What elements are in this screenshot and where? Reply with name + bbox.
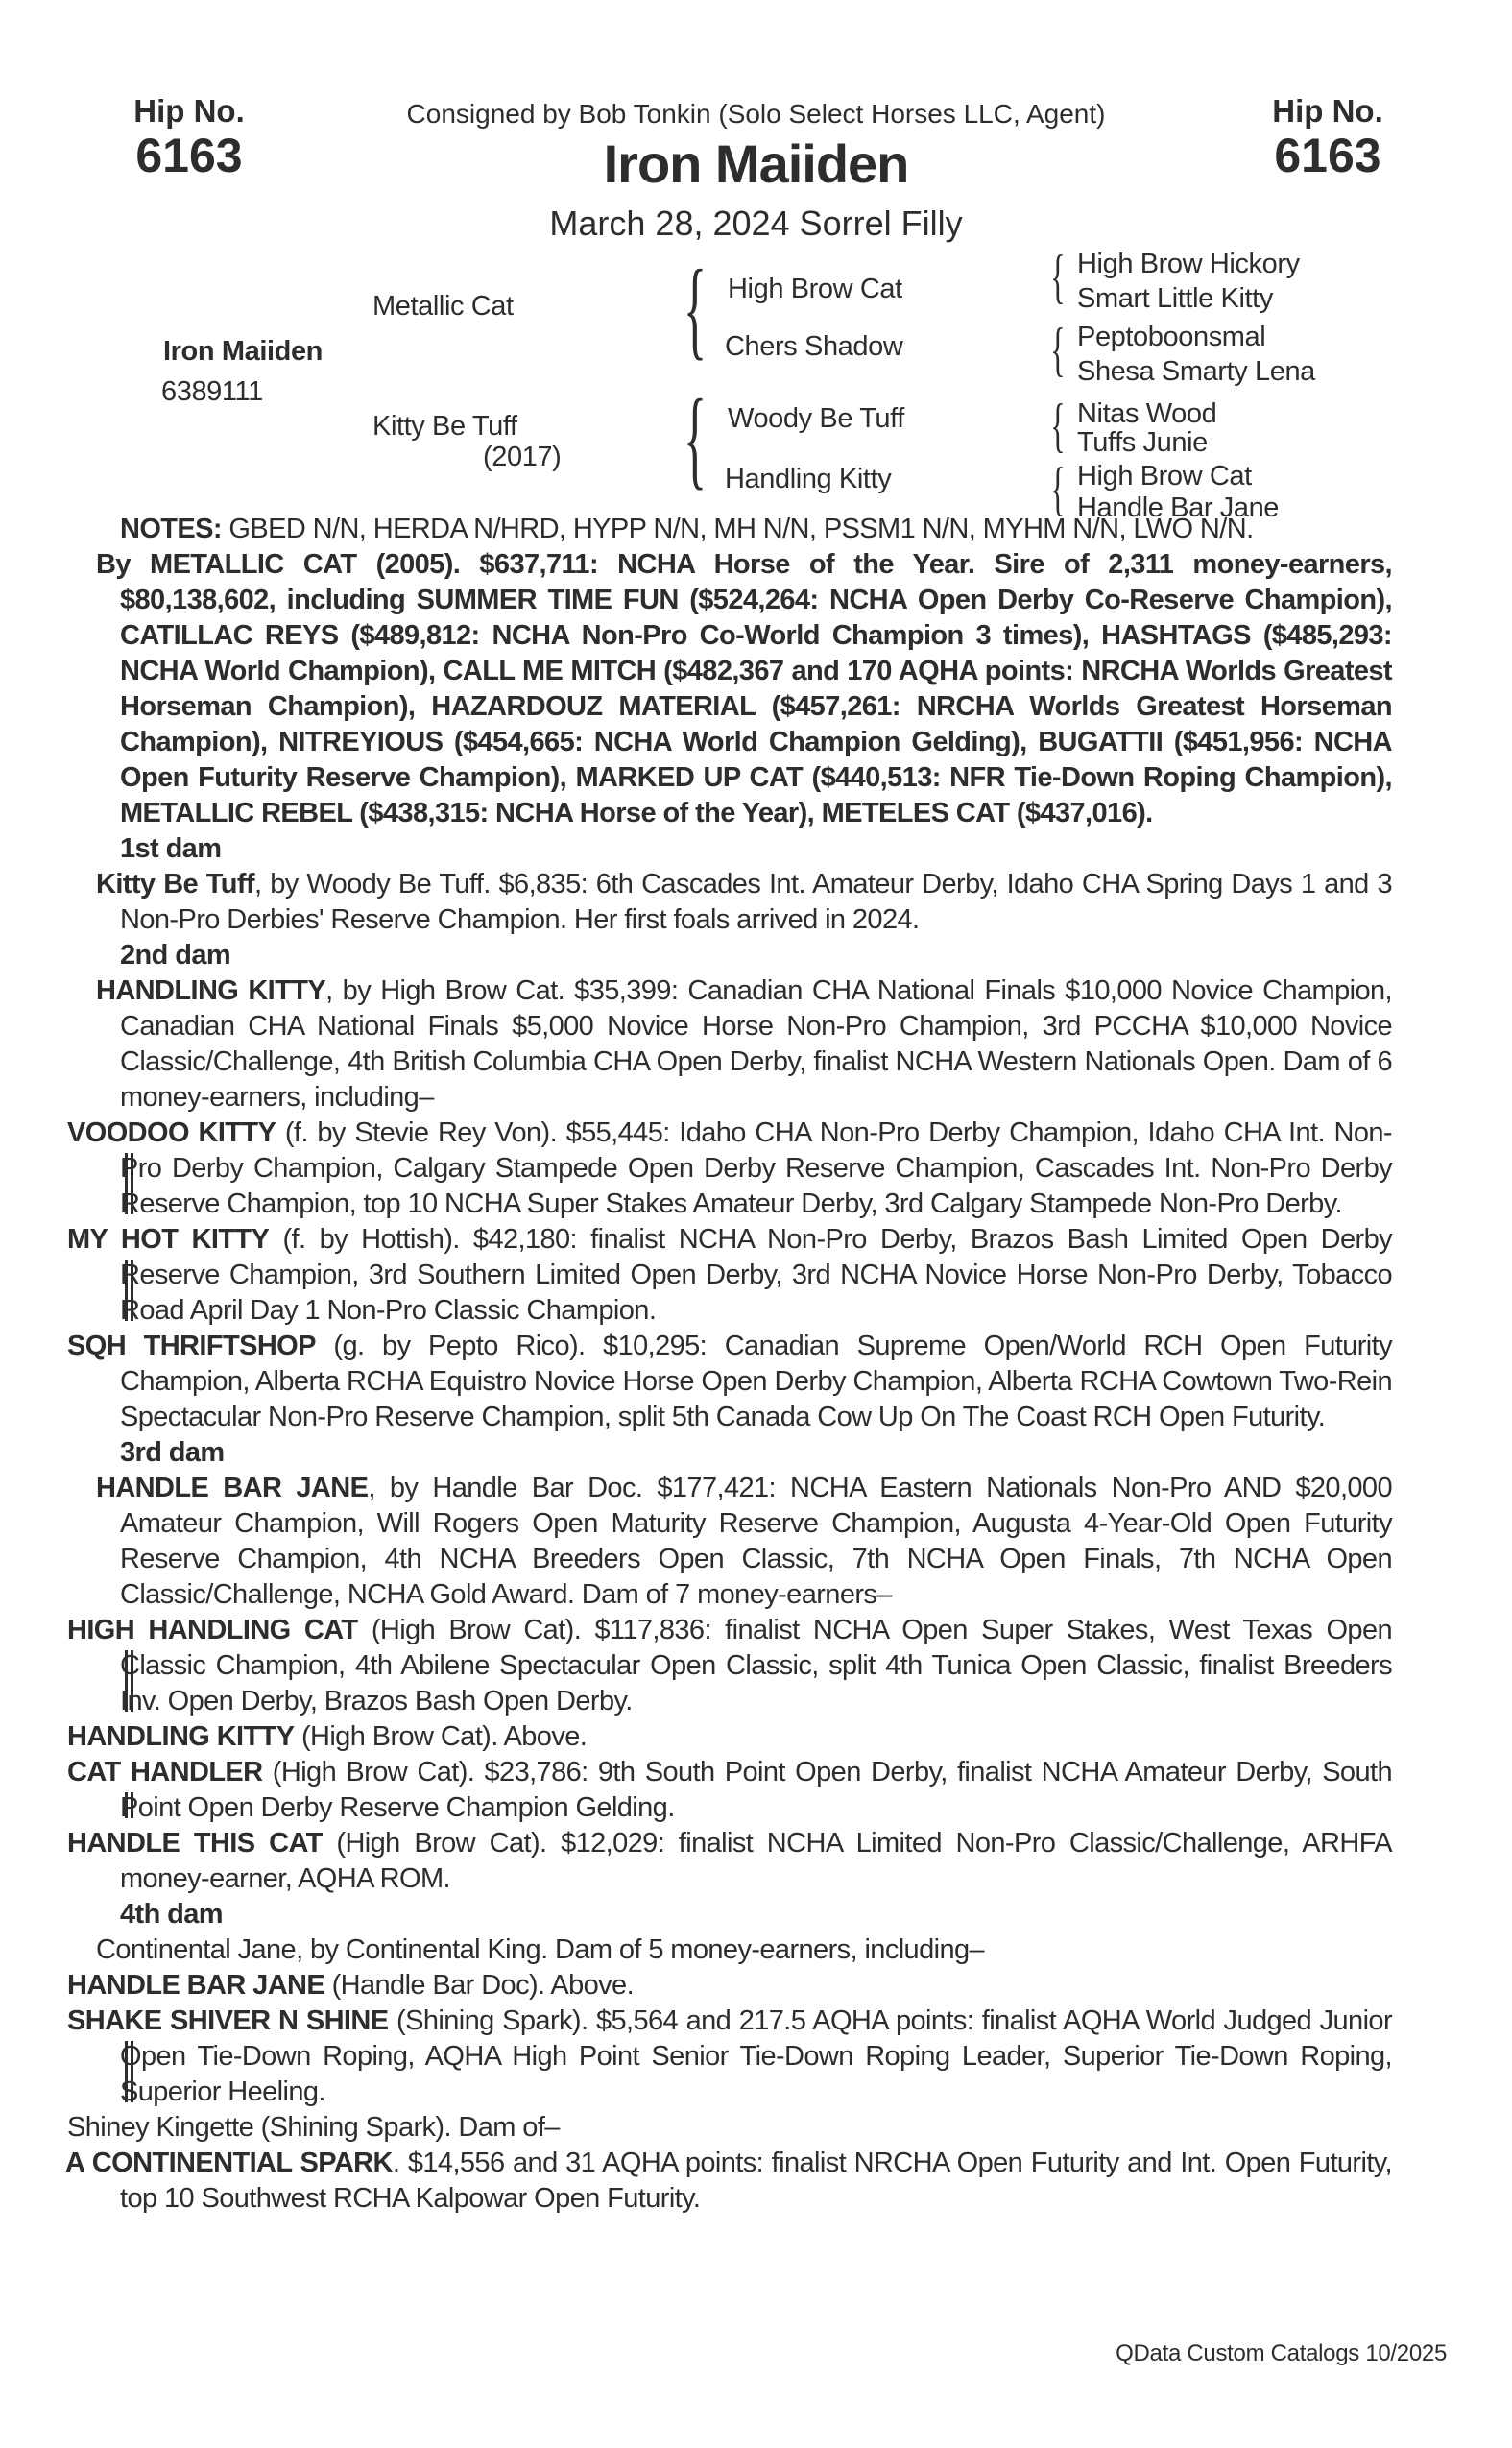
tie-bar — [125, 1153, 133, 1214]
dam3-heading: 3rd dam — [120, 1437, 225, 1468]
entry-text: . $14,556 and 31 AQHA points: finalist NRCHA Open Futurity and Int. Open Futurity, top 10 Southwest RCHA Kalpowar Open Futurity. — [120, 2148, 1392, 2214]
horse-name: VOODOO KITTY — [67, 1117, 276, 1148]
notes-text: GBED N/N, HERDA N/HRD, HYPP N/N, MH N/N, PSSM1 N/N, MYHM N/N, LWO N/N. — [221, 514, 1254, 544]
catalog-credit: QData Custom Catalogs 10/2025 — [1116, 2340, 1447, 2366]
tie-bar — [125, 1650, 133, 1712]
dam4-paragraph — [96, 1932, 1392, 1968]
pedigree-gen3-entry: Handle Bar Jane — [1077, 492, 1280, 523]
horse-name: CAT HANDLER — [67, 1757, 263, 1788]
produce-entry — [67, 2110, 1392, 2146]
hip-number: 6163 — [1274, 129, 1381, 183]
pedigree-brace-icon: { — [683, 376, 707, 499]
entry-text: (High Brow Cat). Above. — [294, 1721, 588, 1752]
pedigree-gen3-entry: High Brow Hickory — [1077, 249, 1300, 279]
horse-name-title: Iron Maiiden — [603, 132, 909, 194]
entry-text: , by Woody Be Tuff. $6,835: 6th Cascades Int. Amateur Derby, Idaho CHA Spring Days 1 and 3 Non-Pro Derbies' Reserve Champion. Her first foals arrived in 2024. — [120, 869, 1392, 935]
produce-entry — [67, 1222, 1392, 1329]
produce-entry — [67, 1826, 1392, 1897]
sire-paragraph: By METALLIC CAT (2005). $637,711: NCHA Horse of the Year. Sire of 2,311 money-earners, $80,138,602, including SUMMER TIME FUN ($524,264: NCHA Open Derby Co-Reserve Champion), CATILLAC REYS ($489,812: NCHA Non-Pro Co-World Champion 3 times), HASHTAGS ($485,293: NCHA World Champion), CALL ME MITCH ($482,367 and 170 AQHA points: NRCHA Worlds Greatest Horseman Champion), HAZARDOUZ MATERIAL ($457,261: NRCHA Worlds Greatest Horseman Champion), NITREYIOUS ($454,665: NCHA World Champion Gelding), BUGATTII ($451,956: NCHA Open Futurity Reserve Champion), MARKED UP CAT ($440,513: NFR Tie-Down Roping Champion), METALLIC REBEL ($438,315: NCHA Horse of the Year), METELES CAT ($437,016). — [96, 549, 1392, 828]
entry-text: (Handle Bar Doc). Above. — [324, 1970, 635, 2001]
entry-text: , by Handle Bar Doc. $177,421: NCHA Eastern Nationals Non-Pro AND $20,000 Amateur Champion, Will Rogers Open Maturity Reserve Champion, Augusta 4-Year-Old Open Futurity Reserve Champion, 4th NCHA Breeders Open Classic, 7th NCHA Open Finals, 7th NCHA Open Classic/Challenge, NCHA Gold Award. Dam of 7 money-earners– — [120, 1473, 1392, 1610]
produce-entry — [67, 1116, 1392, 1222]
horse-name: HANDLE BAR JANE — [67, 1970, 325, 2001]
pedigree-gen3-entry: Shesa Smarty Lena — [1077, 356, 1315, 387]
entry-text: (High Brow Cat). $12,029: finalist NCHA Limited Non-Pro Classic/Challenge, ARHFA money-earner, AQHA ROM. — [120, 1828, 1392, 1894]
horse-name: SHAKE SHIVER N SHINE — [67, 2005, 389, 2036]
produce-entry — [67, 1719, 1392, 1755]
pedigree-subject-name: Iron Maiiden — [163, 336, 323, 367]
horse-name: HANDLING KITTY — [96, 975, 326, 1006]
horse-name: MY HOT KITTY — [67, 1224, 270, 1255]
pedigree-gen2-entry: High Brow Cat — [728, 274, 902, 304]
pedigree-subject-reg: 6389111 — [161, 376, 263, 407]
pedigree-dam: Kitty Be Tuff — [372, 411, 517, 442]
horse-name: Kitty Be Tuff — [96, 869, 254, 900]
pedigree-brace-icon: { — [1050, 315, 1066, 382]
tie-bar — [125, 1260, 133, 1321]
pedigree-gen3-entry: Tuffs Junie — [1077, 427, 1208, 458]
horse-name: HANDLE BAR JANE — [96, 1473, 369, 1503]
dam3-paragraph — [96, 1471, 1392, 1613]
dam1-paragraph — [96, 867, 1392, 938]
produce-entry — [65, 2146, 1392, 2217]
pedigree-gen2-entry: Handling Kitty — [725, 464, 892, 494]
horse-name: Continental Jane — [96, 1934, 297, 1965]
hip-label: Hip No. — [133, 93, 245, 129]
produce-entry — [67, 1613, 1393, 1719]
horse-name: HIGH HANDLING CAT — [67, 1615, 358, 1645]
catalog-body — [65, 512, 1393, 2217]
hip-number-left — [79, 94, 300, 184]
pedigree-tree — [0, 242, 1512, 523]
page-header — [288, 98, 1224, 244]
hip-number: 6163 — [135, 129, 243, 183]
entry-text: (High Brow Cat). $117,836: finalist NCHA Open Super Stakes, West Texas Open Classic Champion, 4th Abilene Spectacular Open Classic, split 4th Tunica Open Classic, finalist Breeders Inv. Open Derby, Brazos Bash Open Derby. — [120, 1615, 1393, 1716]
pedigree-brace-icon: { — [1050, 242, 1066, 309]
pedigree-gen3-entry: Nitas Wood — [1077, 398, 1217, 429]
horse-name: A CONTINENTIAL SPARK — [65, 2148, 393, 2178]
genetic-test-notes — [120, 512, 1392, 547]
horse-name: HANDLE THIS CAT — [67, 1828, 323, 1859]
produce-entry — [67, 2004, 1393, 2110]
entry-text: (g. by Pepto Rico). $10,295: Canadian Supreme Open/World RCH Open Futurity Champion, Alberta RCHA Equistro Novice Horse Open Derby Champion, Alberta RCHA Cowtown Two-Rein Spectacular Non-Pro Reserve Champion, split 5th Canada Cow Up On The Coast RCH Open Futurity. — [120, 1331, 1392, 1432]
horse-name: Shiney Kingette — [67, 2112, 254, 2143]
entry-text: (f. by Hottish). $42,180: finalist NCHA Non-Pro Derby, Brazos Bash Limited Open Derby Reserve Champion, 3rd Southern Limited Open Derby, 3rd NCHA Novice Horse Non-Pro Derby, Tobacco Road April Day 1 Non-Pro Classic Champion. — [120, 1224, 1392, 1326]
dam2-paragraph — [96, 973, 1392, 1116]
pedigree-sire: Metallic Cat — [372, 291, 514, 322]
hip-number-right — [1217, 94, 1438, 184]
produce-entry — [67, 1968, 1392, 2004]
pedigree-gen3-entry: Smart Little Kitty — [1077, 283, 1273, 314]
dam4-heading: 4th dam — [120, 1899, 223, 1930]
dam2-heading: 2nd dam — [120, 940, 231, 971]
pedigree-gen2-entry: Chers Shadow — [725, 331, 903, 362]
pedigree-brace-icon: { — [1050, 391, 1066, 458]
produce-entry — [67, 1755, 1392, 1826]
entry-text: (High Brow Cat). $23,786: 9th South Point Open Derby, finalist NCHA Amateur Derby, South Point Open Derby Reserve Champion Gelding. — [120, 1757, 1392, 1823]
pedigree-gen3-entry: Peptoboonsmal — [1077, 322, 1266, 352]
hip-label: Hip No. — [1272, 93, 1383, 129]
notes-label: NOTES: — [120, 514, 222, 544]
produce-entry — [67, 1329, 1392, 1435]
entry-text: (Shining Spark). $5,564 and 217.5 AQHA points: finalist AQHA World Judged Junior Open Tie-Down Roping, AQHA High Point Senior Tie-Down Roping Leader, Superior Tie-Down Roping, Superior Heeling. — [120, 2005, 1393, 2107]
dam1-heading: 1st dam — [120, 833, 222, 864]
entry-text: , by Continental King. Dam of 5 money-earners, including– — [296, 1934, 985, 1965]
foaling-line: March 28, 2024 Sorrel Filly — [549, 204, 963, 244]
pedigree-dam-year: (2017) — [483, 442, 562, 472]
entry-text: , by High Brow Cat. $35,399: Canadian CHA National Finals $10,000 Novice Champion, Canadian CHA National Finals $5,000 Novice Horse Non-Pro Champion, 3rd PCCHA $10,000 Novice Classic/Challenge, 4th British Columbia CHA Open Derby, finalist NCHA Western Nationals Open. Dam of 6 money-earners, including– — [120, 975, 1392, 1113]
horse-name: HANDLING KITTY — [67, 1721, 295, 1752]
pedigree-gen3-entry: High Brow Cat — [1077, 461, 1252, 492]
tie-bar — [125, 1792, 133, 1818]
entry-text: (f. by Stevie Rey Von). $55,445: Idaho CHA Non-Pro Derby Champion, Idaho CHA Int. Non-Pro Derby Champion, Calgary Stampede Open Derby Reserve Champion, Cascades Int. Non-Pro Derby Reserve Champion, top 10 NCHA Super Stakes Amateur Derby, 3rd Calgary Stampede Non-Pro Derby. — [120, 1117, 1392, 1219]
pedigree-brace-icon: { — [1050, 454, 1066, 521]
horse-name: SQH THRIFTSHOP — [67, 1331, 316, 1361]
consignor-line: Consigned by Bob Tonkin (Solo Select Horses LLC, Agent) — [406, 99, 1106, 129]
tie-bar — [125, 2041, 133, 2102]
pedigree-gen2-entry: Woody Be Tuff — [728, 403, 904, 434]
entry-text: (Shining Spark). Dam of– — [253, 2112, 560, 2143]
pedigree-brace-icon: { — [683, 247, 707, 370]
